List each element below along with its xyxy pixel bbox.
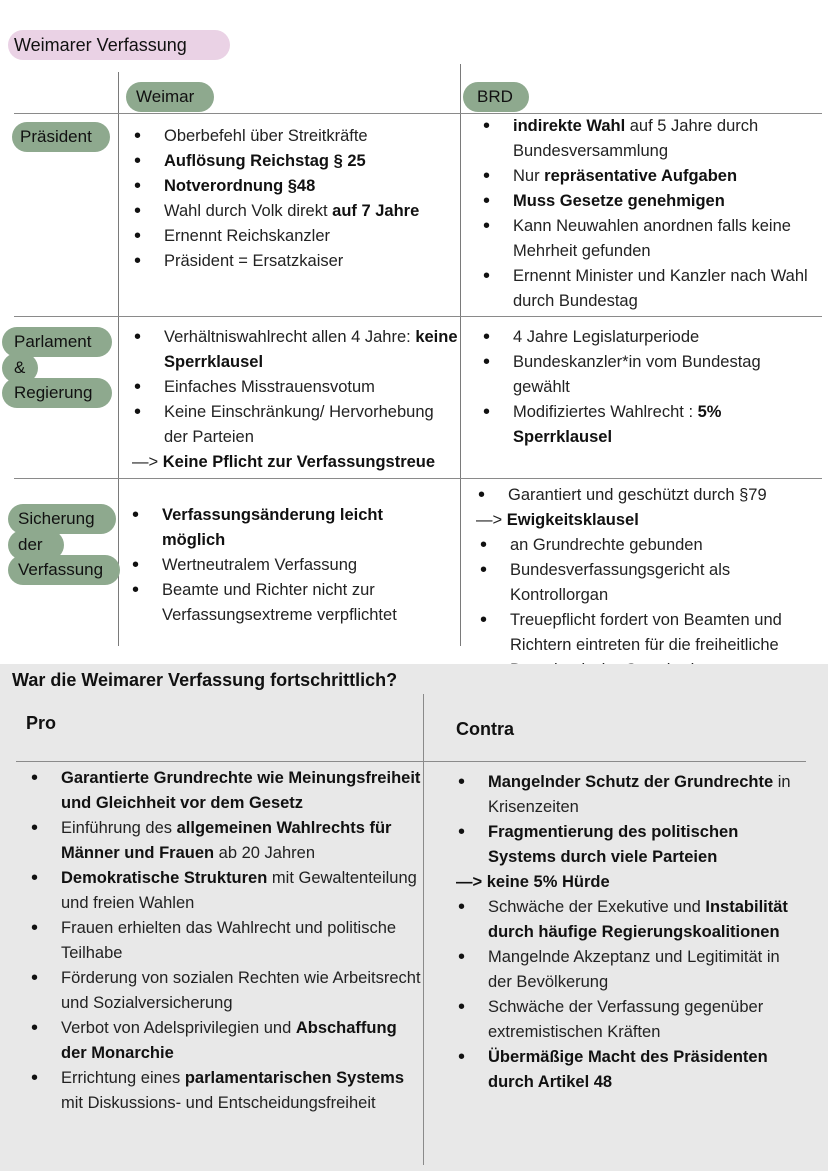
- pro-contra-divider: [423, 694, 424, 1165]
- contra-list-b: [456, 895, 806, 1095]
- list-item: • Treuepflicht fordert von Beamten und Richtern eintreten für die freiheitliche: [478, 608, 828, 683]
- list-item: • Einführung des allgemeinen Wahlrechts für Männer und Frauen ab 20 Jahren: [29, 816, 423, 866]
- row-label-parlament-line1: Parlament: [2, 327, 112, 357]
- list-item: • Demokratische Strukturen mit Gewaltenteilung und freien Wahlen: [29, 866, 423, 916]
- list-item: • Ernennt Minister und Kanzler nach Wahl durch Bundestag: [481, 264, 821, 314]
- row-label-parlament-line2: &: [2, 353, 38, 383]
- list-item: • an Grundrechte gebunden: [478, 533, 828, 558]
- question-heading: War die Weimarer Verfassung fortschrittlich?: [12, 670, 398, 690]
- list-item: • Bundesverfassungsgericht als Kontrollorgan: [478, 558, 828, 608]
- contra-conclusion: —> keine 5% Hürde: [456, 873, 610, 891]
- row-label-sicherung-line1: Sicherung: [8, 504, 116, 534]
- contra-list-a: [456, 770, 806, 870]
- list-item: • Kann Neuwahlen anordnen falls keine Mehrheit gefunden: [481, 214, 821, 264]
- list-item: • Mangelnde Akzeptanz und Legitimität in der Bevölkerung: [456, 945, 806, 995]
- column-header-weimar: Weimar: [126, 82, 214, 112]
- table-divider-middle: [460, 64, 461, 646]
- row-label-praesident: Präsident: [12, 122, 110, 152]
- table-row-rule-1: [14, 316, 822, 317]
- row-label-sicherung-line3: Verfassung: [8, 555, 120, 585]
- page-title: Weimarer Verfassung: [8, 30, 230, 60]
- list-item: • Beamte und Richter nicht zur Verfassungsextreme verpflichtet: [130, 578, 430, 628]
- list-item: • Garantierte Grundrechte wie Meinungsfreiheit und Gleichheit vor dem Gesetz: [29, 766, 423, 816]
- list-item: • 4 Jahre Legislaturperiode: [481, 325, 806, 350]
- parlament-weimar-conclusion: —> Keine Pflicht zur Verfassungstreue: [132, 453, 436, 471]
- row-label-sicherung-line2: der: [8, 530, 64, 560]
- sicherung-brd-first: [476, 483, 828, 508]
- list-item: • Muss Gesetze genehmigen: [481, 189, 821, 214]
- sicherung-brd-list: [478, 533, 828, 683]
- contra-heading: Contra: [456, 719, 514, 739]
- list-item: • Wertneutralem Verfassung: [130, 553, 430, 578]
- list-item: • Wahl durch Volk direkt auf 7 Jahre: [132, 199, 454, 224]
- sicherung-weimar-list: [130, 503, 430, 628]
- column-header-brd: BRD: [463, 82, 529, 112]
- list-item: • Mangelnder Schutz der Grundrechte in Krisenzeiten: [456, 770, 806, 820]
- list-item: • Übermäßige Macht des Präsidenten durch Artikel 48: [456, 1045, 806, 1095]
- list-item: • Oberbefehl über Streitkräfte: [132, 124, 454, 149]
- pro-contra-rule: [16, 761, 806, 762]
- list-item: • Bundeskanzler*in vom Bundestag gewählt: [481, 350, 806, 400]
- list-item: • Modifiziertes Wahlrecht : 5% Sperrklausel: [481, 400, 806, 450]
- list-item: • Förderung von sozialen Rechten wie Arbeitsrecht und Sozialversicherung: [29, 966, 423, 1016]
- sicherung-brd-arrow: —> Ewigkeitsklausel: [476, 511, 639, 529]
- list-item: • Verhältniswahlrecht allen 4 Jahre: keine Sperrklausel: [132, 325, 460, 375]
- list-item: • Ernennt Reichskanzler: [132, 224, 454, 249]
- list-item: • Einfaches Misstrauensvotum: [132, 375, 460, 400]
- list-item: • Keine Einschränkung/ Hervorhebung der Parteien: [132, 400, 460, 450]
- list-item: • Auflösung Reichstag § 25: [132, 149, 454, 174]
- list-item: • Notverordnung §48: [132, 174, 454, 199]
- praesident-weimar-list: [132, 124, 454, 274]
- parlament-brd-list: [481, 325, 806, 450]
- list-item: • Garantiert und geschützt durch §79: [476, 483, 828, 508]
- list-item: • Frauen erhielten das Wahlrecht und politische Teilhabe: [29, 916, 423, 966]
- table-divider-left: [118, 72, 119, 646]
- row-label-parlament-line3: Regierung: [2, 378, 112, 408]
- list-item: • Nur repräsentative Aufgaben: [481, 164, 821, 189]
- list-item: • Verbot von Adelsprivilegien und Abschaffung der Monarchie: [29, 1016, 423, 1066]
- praesident-brd-list: [481, 114, 821, 314]
- list-item: • Verfassungsänderung leicht möglich: [130, 503, 430, 553]
- table-row-rule-2: [14, 478, 822, 479]
- list-item: • Schwäche der Exekutive und Instabilität durch häufige Regierungskoalitionen: [456, 895, 806, 945]
- pro-heading: Pro: [26, 713, 57, 733]
- list-item: • Fragmentierung des politischen Systems durch viele Parteien: [456, 820, 806, 870]
- list-item: • Präsident = Ersatzkaiser: [132, 249, 454, 274]
- list-item: • Errichtung eines parlamentarischen Systems mit Diskussions- und Entscheidungsfreiheit: [29, 1066, 423, 1116]
- list-item: • Schwäche der Verfassung gegenüber extremistischen Kräften: [456, 995, 806, 1045]
- pro-list: [29, 766, 423, 1116]
- list-item: • indirekte Wahl auf 5 Jahre durch Bundesversammlung: [481, 114, 821, 164]
- parlament-weimar-list: [132, 325, 460, 450]
